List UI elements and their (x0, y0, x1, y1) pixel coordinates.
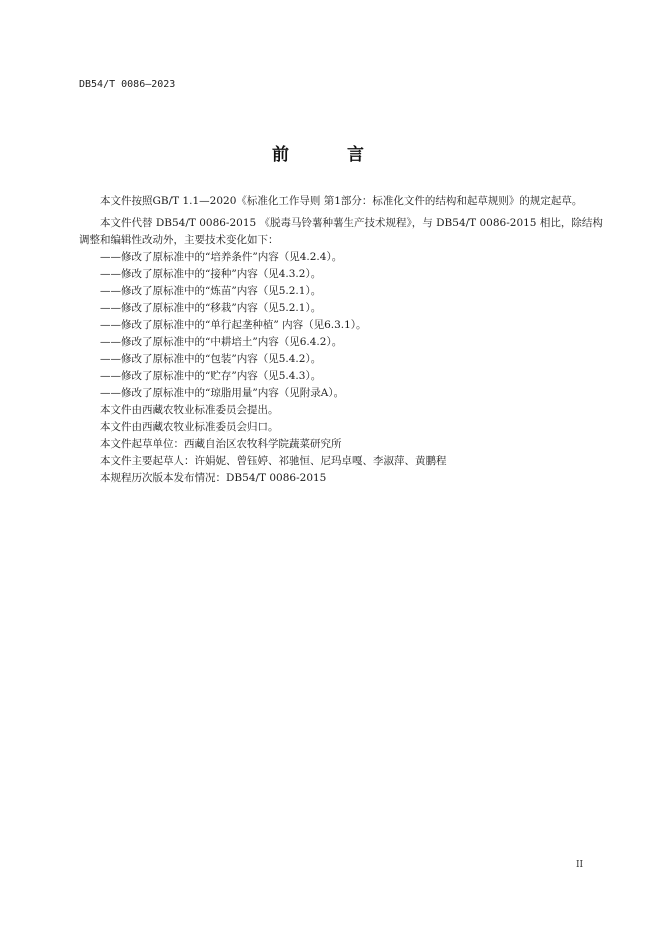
statement-centralized-by: 本文件由西藏农牧业标准委员会归口。 (100, 421, 279, 433)
page-number: II (576, 860, 584, 870)
change-item: ——修改了原标准中的“炼苗”内容（见5.2.1）。 (100, 285, 322, 297)
change-item: ——修改了原标准中的“中耕培土”内容（见6.4.2）。 (100, 336, 343, 348)
statement-version-history: 本规程历次版本发布情况：DB54/T 0086-2015 (100, 472, 327, 484)
paragraph-replacement: 本文件代替 DB54/T 0086-2015 《脱毒马铃薯种薯生产技术规程》，与 DB54/T 0086-2015 相比，除结构调整和编辑性改动外，主要技术变化如下： (79, 217, 603, 246)
statement-drafting-unit: 本文件起草单位：西藏自治区农牧科学院蔬菜研究所 (100, 438, 342, 450)
foreword-body (79, 193, 605, 487)
change-item: ——修改了原标准中的“培养条件”内容（见4.2.4）。 (100, 251, 343, 263)
change-item: ——修改了原标准中的“单行起垄种植” 内容（见6.3.1）。 (100, 319, 367, 331)
statement-proposed-by: 本文件由西藏农牧业标准委员会提出。 (100, 404, 279, 416)
change-item: ——修改了原标准中的“贮存”内容（见5.4.3）。 (100, 370, 322, 382)
statement-drafters: 本文件主要起草人：许娟妮、曾钰婷、祁驰恒、尼玛卓嘎、李淑萍、黄鹏程 (100, 455, 447, 467)
page-title: 前 言 (272, 145, 390, 165)
paragraph-drafting-basis: 本文件按照GB/T 1.1—2020《标准化工作导则 第1部分：标准化文件的结构和起草规则》的规定起草。 (100, 195, 583, 207)
change-item: ——修改了原标准中的“琼脂用量”内容（见附录A）。 (100, 387, 345, 399)
change-item: ——修改了原标准中的“接种”内容（见4.3.2）。 (100, 268, 322, 280)
change-item: ——修改了原标准中的“包装”内容（见5.4.2）。 (100, 353, 322, 365)
document-code: DB54/T 0086—2023 (79, 79, 176, 90)
change-item: ——修改了原标准中的“移栽”内容（见5.2.1）。 (100, 302, 322, 314)
